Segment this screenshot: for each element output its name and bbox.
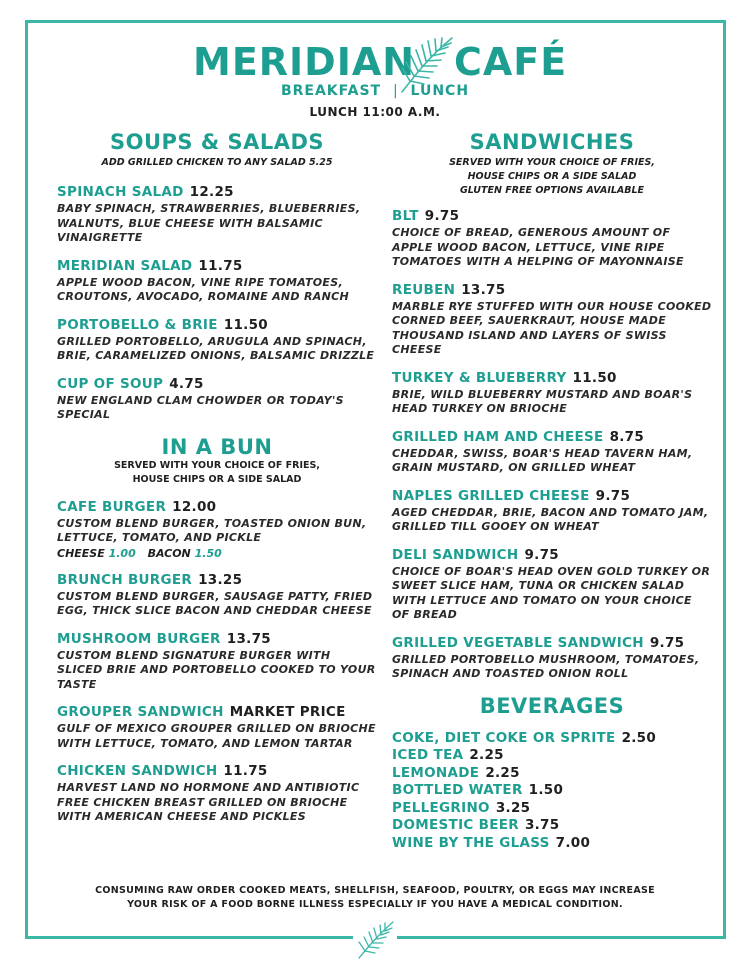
item-name: BLT: [392, 208, 419, 224]
item-name: GROUPER SANDWICH: [57, 704, 224, 720]
menu-item: [57, 631, 377, 693]
section-note-sandwiches-1: SERVED WITH YOUR CHOICE OF FRIES,: [449, 157, 655, 168]
item-price: 11.50: [572, 369, 617, 386]
menu-item: [57, 184, 377, 246]
beverage-item: [392, 817, 712, 835]
disclaimer-line-1: CONSUMING RAW ORDER COOKED MEATS, SHELLFISH, SEAFOOD, POULTRY, OR EGGS MAY INCREASE: [95, 885, 655, 896]
item-price: 13.25: [198, 571, 243, 588]
subtitle: [0, 83, 750, 99]
item-description: APPLE WOOD BACON, VINE RIPE TOMATOES, CROUTONS, AVOCADO, ROMAINE AND RANCH: [57, 275, 349, 303]
item-description: BRIE, WILD BLUEBERRY MUSTARD AND BOAR'S HEAD TURKEY ON BRIOCHE: [392, 387, 693, 415]
item-name: PORTOBELLO & BRIE: [57, 316, 218, 333]
item-price: 4.75: [169, 375, 204, 392]
addon-bacon-price: 1.50: [194, 546, 222, 560]
right-column: [392, 130, 712, 852]
beverage-item: [392, 730, 712, 748]
item-price: 9.75: [424, 208, 460, 224]
item-price: 13.75: [461, 281, 506, 298]
subtitle-separator: |: [392, 83, 399, 99]
menu-item: [57, 572, 377, 619]
menu-item: [392, 282, 712, 358]
item-price: MARKET PRICE: [229, 704, 346, 720]
addon-cheese-price: 1.00: [108, 546, 136, 560]
beverage-name: LEMONADE: [392, 764, 480, 781]
section-title-sandwiches: SANDWICHES: [469, 130, 635, 154]
item-price: 11.75: [198, 257, 243, 274]
beverage-item: [392, 800, 712, 818]
menu-item: [57, 376, 377, 423]
menu-item: [392, 208, 712, 270]
beverage-price: 2.25: [469, 747, 504, 763]
item-description: BABY SPINACH, STRAWBERRIES, BLUEBERRIES, WALNUTS, BLUE CHEESE WITH BALSAMIC VINAIGRETTE: [57, 202, 361, 244]
item-price: 11.75: [223, 763, 268, 779]
item-description: AGED CHEDDAR, BRIE, BACON AND TOMATO JAM, GRILLED TILL GOOEY ON WHEAT: [392, 505, 709, 533]
item-description: CUSTOM BLEND BURGER, SAUSAGE PATTY, FRIED EGG, THICK SLICE BACON AND CHEDDAR CHEESE: [57, 589, 373, 617]
item-description: CHOICE OF BREAD, GENEROUS AMOUNT OF APPLE WOOD BACON, LETTUCE, VINE RIPE TOMATOES WITH A HELPING OF MAYONNAISE: [392, 226, 684, 268]
beverage-name: PELLEGRINO: [392, 799, 490, 816]
item-name: GRILLED VEGETABLE SANDWICH: [392, 634, 644, 651]
item-description: NEW ENGLAND CLAM CHOWDER OR TODAY'S SPECIAL: [57, 393, 344, 421]
menu-item: [57, 317, 377, 364]
item-name: REUBEN: [392, 281, 456, 298]
item-name: TURKEY & BLUEBERRY: [392, 369, 567, 386]
item-description: CUSTOM BLEND BURGER, TOASTED ONION BUN, LETTUCE, TOMATO, AND PICKLE: [57, 516, 367, 544]
section-note-in-a-bun-1: SERVED WITH YOUR CHOICE OF FRIES,: [114, 459, 320, 471]
item-price: 12.25: [189, 184, 234, 200]
palm-leaf-footer-icon: [353, 918, 397, 962]
item-name: BRUNCH BURGER: [57, 571, 193, 588]
burger-addons: [57, 547, 377, 560]
item-description: GRILLED PORTOBELLO, ARUGULA AND SPINACH, BRIE, CARAMELIZED ONIONS, BALSAMIC DRIZZLE: [57, 334, 375, 362]
section-note-sandwiches-2: HOUSE CHIPS OR A SIDE SALAD: [467, 171, 637, 182]
item-price: 9.75: [649, 634, 685, 651]
item-price: 9.75: [595, 487, 631, 504]
item-price: 11.50: [223, 316, 268, 333]
menu-item: [57, 763, 377, 825]
menu-item: [392, 429, 712, 476]
section-title-beverages: BEVERAGES: [479, 693, 625, 718]
section-title-in-a-bun: IN A BUN: [161, 434, 273, 459]
beverage-item: [392, 747, 712, 765]
addon-cheese-label: CHEESE: [57, 546, 105, 560]
header: [0, 40, 750, 100]
item-name: SPINACH SALAD: [57, 184, 184, 200]
beverage-item: [392, 835, 712, 853]
beverage-price: 1.50: [528, 782, 564, 798]
beverage-price: 3.75: [524, 817, 560, 833]
lunch-hours: LUNCH 11:00 A.M.: [309, 105, 441, 119]
item-name: DELI SANDWICH: [392, 546, 519, 563]
section-note-sandwiches-3: GLUTEN FREE OPTIONS AVAILABLE: [459, 185, 645, 196]
item-name: MUSHROOM BURGER: [57, 630, 221, 647]
food-safety-disclaimer: [0, 884, 750, 912]
beverage-list: [392, 730, 712, 853]
beverage-name: WINE BY THE GLASS: [392, 834, 550, 851]
disclaimer-line-2: YOUR RISK OF A FOOD BORNE ILLNESS ESPECIALLY IF YOU HAVE A MEDICAL CONDITION.: [127, 899, 623, 910]
item-description: CHEDDAR, SWISS, BOAR'S HEAD TAVERN HAM, GRAIN MUSTARD, ON GRILLED WHEAT: [392, 446, 693, 474]
item-name: GRILLED HAM AND CHEESE: [392, 428, 604, 445]
item-price: 9.75: [524, 546, 559, 563]
beverage-price: 2.50: [621, 729, 657, 746]
beverage-item: [392, 782, 712, 800]
item-description: GRILLED PORTOBELLO MUSHROOM, TOMATOES, SPINACH AND TOASTED ONION ROLL: [392, 652, 700, 680]
beverage-name: DOMESTIC BEER: [392, 817, 519, 833]
item-name: CAFE BURGER: [57, 498, 167, 515]
beverage-price: 3.25: [495, 799, 531, 816]
section-note-soups-salads: ADD GRILLED CHICKEN TO ANY SALAD 5.25: [101, 157, 333, 168]
section-title-soups-salads: SOUPS & SALADS: [109, 130, 325, 154]
brand-name-right: CAFÉ: [454, 40, 568, 84]
brand-name-left: MERIDIAN: [193, 40, 416, 84]
menu-item: [57, 499, 377, 560]
subtitle-lunch: LUNCH: [410, 83, 470, 99]
item-description: CHOICE OF BOAR'S HEAD OVEN GOLD TURKEY OR SWEET SLICE HAM, TUNA OR CHICKEN SALAD WITH LETTUCE AND TOMATO ON YOUR CHOICE OF BREAD: [392, 564, 711, 621]
beverage-item: [392, 765, 712, 783]
beverage-price: 2.25: [485, 764, 520, 781]
item-description: MARBLE RYE STUFFED WITH OUR HOUSE COOKED CORNED BEEF, SAUERKRAUT, HOUSE MADE THOUSAND ISLAND AND LAYERS OF SWISS CHEESE: [392, 299, 712, 356]
menu-item: [392, 488, 712, 535]
item-name: MERIDIAN SALAD: [57, 257, 193, 274]
item-name: NAPLES GRILLED CHEESE: [392, 487, 590, 504]
menu-item: [57, 704, 377, 751]
item-name: CUP OF SOUP: [57, 375, 164, 392]
beverage-name: COKE, DIET COKE OR SPRITE: [392, 729, 616, 746]
item-price: 13.75: [226, 630, 271, 647]
item-price: 12.00: [172, 498, 217, 515]
beverage-name: ICED TEA: [392, 747, 464, 763]
item-name: CHICKEN SANDWICH: [57, 763, 218, 779]
section-note-in-a-bun-2: HOUSE CHIPS OR A SIDE SALAD: [132, 473, 302, 485]
item-description: CUSTOM BLEND SIGNATURE BURGER WITH SLICED BRIE AND PORTOBELLO COOKED TO YOUR TASTE: [57, 648, 376, 691]
menu-item: [57, 258, 377, 305]
menu-item: [392, 635, 712, 682]
item-price: 8.75: [609, 428, 645, 445]
addon-bacon-label: BACON: [147, 546, 191, 560]
beverage-name: BOTTLED WATER: [392, 782, 523, 798]
item-description: GULF OF MEXICO GROUPER GRILLED ON BRIOCHE WITH LETTUCE, TOMATO, AND LEMON TARTAR: [57, 722, 376, 750]
menu-item: [392, 370, 712, 417]
menu-item: [392, 547, 712, 623]
item-description: HARVEST LAND NO HORMONE AND ANTIBIOTIC FREE CHICKEN BREAST GRILLED ON BRIOCHE WITH AMERICAN CHEESE AND PICKLES: [57, 781, 360, 823]
beverage-price: 7.00: [555, 834, 591, 851]
subtitle-breakfast: BREAKFAST: [280, 83, 382, 99]
left-column: [57, 130, 377, 825]
